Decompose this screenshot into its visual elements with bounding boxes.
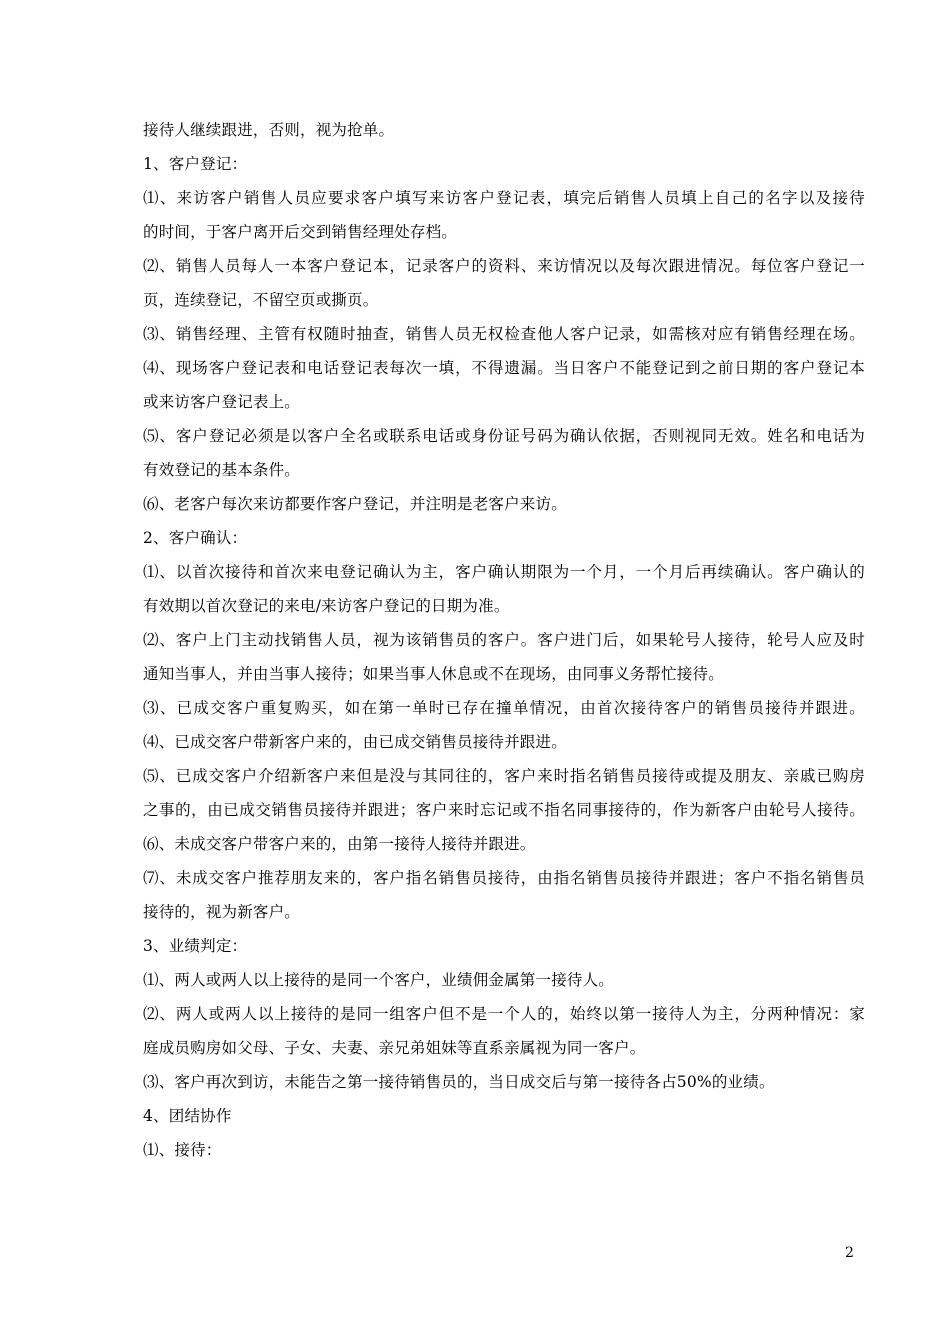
text-line: 接待人继续跟进，否则，视为抢单。 — [143, 121, 395, 139]
text-line: ⑵、销售人员每人一本客户登记本，记录客户的资料、来访情况以及每次跟进情况。每位客户登记一 — [143, 257, 865, 275]
text-line: ⑴、两人或两人以上接待的是同一个客户，业绩佣金属第一接待人。 — [143, 971, 615, 989]
text-line: 通知当事人，并由当事人接待；如果当事人休息或不在现场，由同事义务帮忙接待。 — [143, 665, 724, 683]
text-line: ⑷、已成交客户带新客户来的，由已成交销售员接待并跟进。 — [143, 733, 567, 751]
section-heading: 2、客户确认： — [143, 529, 248, 547]
text-line: 页，连续登记，不留空页或撕页。 — [143, 291, 379, 309]
text-line: ⑶、销售经理、主管有权随时抽查，销售人员无权检查他人客户记录，如需核对应有销售经理在场。 — [143, 325, 865, 343]
text-line: ⑵、客户上门主动找销售人员，视为该销售员的客户。客户进门后，如果轮号人接待，轮号人应及时 — [143, 631, 865, 649]
text-line: ⑴、来访客户销售人员应要求客户填写来访客户登记表，填完后销售人员填上自己的名字以及接待 — [143, 189, 865, 207]
text-line: 的时间，于客户离开后交到销售经理处存档。 — [143, 223, 458, 241]
text-line: ⑺、未成交客户推荐朋友来的，客户指名销售员接待，由指名销售员接待并跟进；客户不指名销售员 — [143, 869, 865, 887]
section-heading: 4、团结协作 — [143, 1107, 232, 1125]
text-line: ⑸、客户登记必须是以客户全名或联系电话或身份证号码为确认依据，否则视同无效。姓名和电话为 — [143, 427, 865, 445]
text-line: ⑸、已成交客户介绍新客户来但是没与其同往的，客户来时指名销售员接待或提及朋友、亲戚已购房 — [143, 767, 865, 785]
text-line: ⑴、接待： — [143, 1141, 222, 1159]
section-heading: 1、客户登记： — [143, 155, 248, 173]
text-line: 或来访客户登记表上。 — [143, 393, 301, 411]
page-number: 2 — [845, 1245, 854, 1261]
text-line: ⑷、现场客户登记表和电话登记表每次一填，不得遗漏。当日客户不能登记到之前日期的客户登记本 — [143, 359, 865, 377]
text-line: ⑴、以首次接待和首次来电登记确认为主，客户确认期限为一个月，一个月后再续确认。客户确认的 — [143, 563, 865, 581]
document-body — [143, 120, 865, 1160]
text-line: ⑵、两人或两人以上接待的是同一组客户但不是一个人的，始终以第一接待人为主，分两种情况：家 — [143, 1005, 865, 1023]
text-line: 庭成员购房如父母、子女、夫妻、亲兄弟姐妹等直系亲属视为同一客户。 — [143, 1039, 646, 1057]
section-heading: 3、业绩判定： — [143, 937, 248, 955]
text-line: 接待的，视为新客户。 — [143, 903, 301, 921]
text-line: 有效登记的基本条件。 — [143, 461, 301, 479]
text-line: ⑹、老客户每次来访都要作客户登记，并注明是老客户来访。 — [143, 495, 567, 513]
text-line: ⑶、已成交客户重复购买，如在第一单时已存在撞单情况，由首次接待客户的销售员接待并跟进。 — [143, 699, 865, 717]
text-line: 之事的，由已成交销售员接待并跟进；客户来时忘记或不指名同事接待的，作为新客户由轮号人接待。 — [143, 801, 865, 819]
text-line: ⑹、未成交客户带客户来的，由第一接待人接待并跟进。 — [143, 835, 536, 853]
text-line: ⑶、客户再次到访，未能告之第一接待销售员的，当日成交后与第一接待各占50%的业绩。 — [143, 1073, 775, 1091]
text-line: 有效期以首次登记的来电/来访客户登记的日期为准。 — [143, 597, 510, 615]
